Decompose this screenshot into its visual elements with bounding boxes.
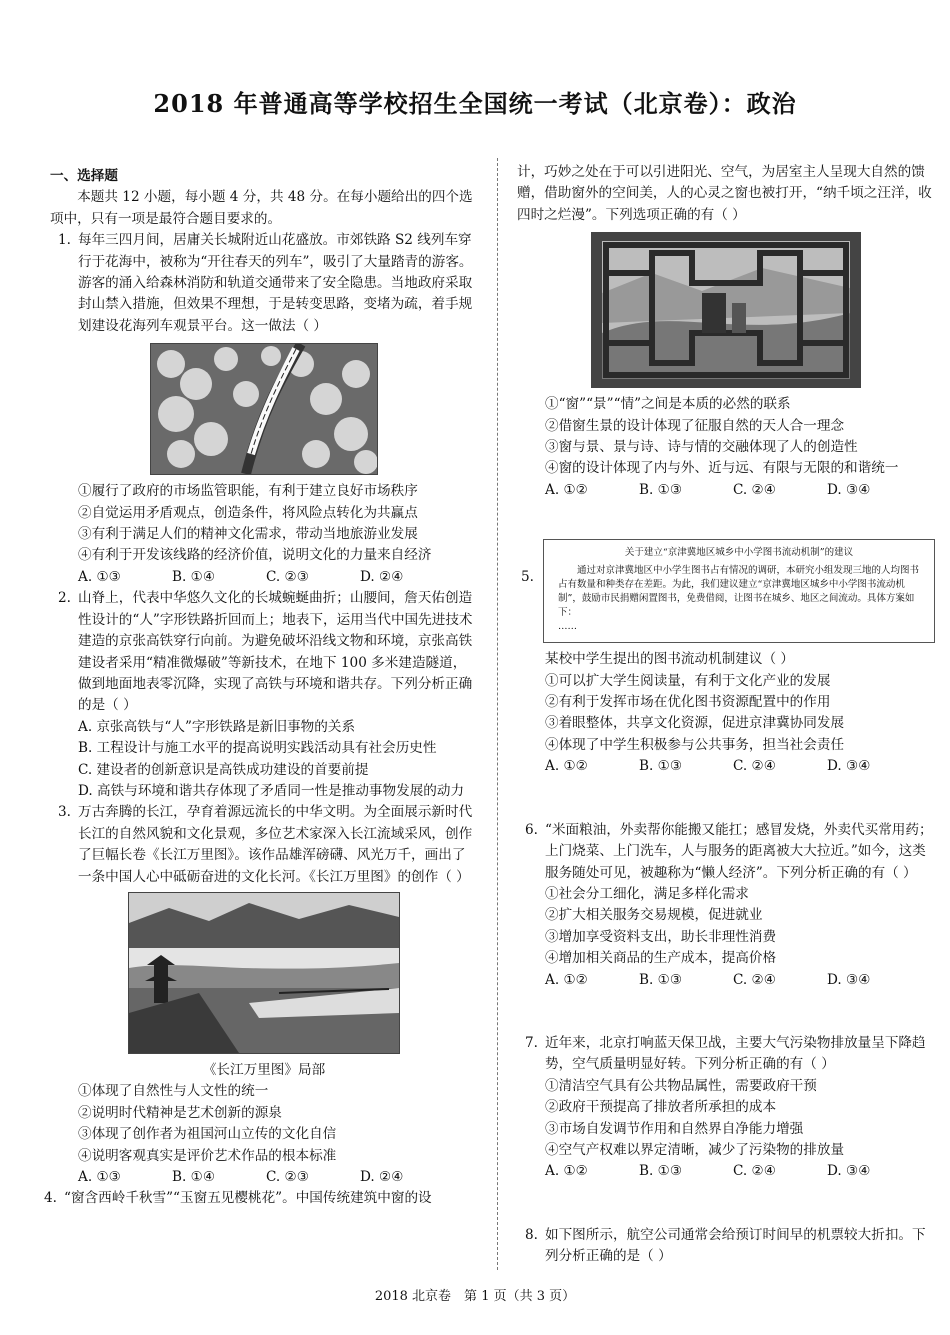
- q7-option-2: ②政府干预提高了排放者所承担的成本: [545, 1099, 777, 1116]
- choice-b: B. ①③: [639, 758, 683, 775]
- question-number: 3.: [58, 804, 71, 821]
- choice-d: D. ③④: [827, 758, 871, 775]
- question-stem: 如下图所示，航空公司通常会给预订时间早的机票较大折扣。下列分析正确的是（ ）: [545, 1226, 926, 1265]
- q1-option-1: ①履行了政府的市场监管职能，有利于建立良好市场秩序: [78, 483, 418, 500]
- choice-c: C. ②④: [733, 481, 776, 498]
- painting-caption: 《长江万里图》局部: [202, 1061, 326, 1078]
- q3-option-4: ④说明客观真实是评价艺术作品的根本标准: [78, 1147, 337, 1164]
- choice-a: A. ①②: [545, 481, 588, 498]
- q4-choices: [517, 480, 935, 501]
- q6-choices: [517, 970, 935, 991]
- question-stem: 万古奔腾的长江，孕育着源远流长的中华文明。为全面展示新时代长江的自然风貌和文化景观，多位艺术家深入长江流域采风，创作了巨幅长卷《长江万里图》。该作品雄浑磅礴、风光万千，画出了一条中国人心中砥砺奋进的文化长河。《长江万里图》的创作（ ）: [78, 804, 473, 885]
- choice-c: C. ②④: [733, 758, 776, 775]
- q5-choices: [517, 756, 935, 777]
- question-number: 8.: [525, 1226, 538, 1243]
- page-title: 2018 年普通高等学校招生全国统一考试（北京卷）：政治: [153, 89, 797, 118]
- card-body: 通过对京津冀地区中小学生图书占有情况的调研，本研究小组发现三地的人均图书占有数量和种类存在差距。为此，我们建议建立“京津冀地区城乡中小学图书流动机制”，鼓励市民捐赠闲置图书，免费借阅，让图书在城乡、地区之间流动。具体方案如下：: [558, 565, 920, 619]
- q7-option-3: ③市场自发调节作用和自然界自净能力增强: [545, 1120, 804, 1137]
- q2-option-b: B. 工程设计与施工水平的提高说明实践活动具有社会历史性: [78, 740, 437, 757]
- section-heading: 一、选择题: [50, 168, 118, 184]
- train-photo: [150, 343, 378, 475]
- painting-image: [128, 892, 400, 1054]
- question-number: 7.: [525, 1034, 538, 1051]
- q5-option-3: ③着眼整体，共享文化资源，促进京津冀协同发展: [545, 715, 845, 732]
- question-number: 5.: [521, 569, 534, 586]
- choice-c: C. ②③: [266, 1169, 309, 1185]
- question-number: 1.: [58, 232, 71, 249]
- choice-a: A. ①②: [545, 971, 588, 988]
- choice-c: C. ②③: [266, 568, 309, 585]
- q6-option-2: ②扩大相关服务交易规模，促进就业: [545, 907, 763, 924]
- q2-option-c: C. 建设者的创新意识是高铁成功建设的首要前提: [78, 761, 369, 778]
- q3-option-2: ②说明时代精神是艺术创新的源泉: [78, 1104, 282, 1121]
- choice-a: A. ①②: [545, 758, 588, 775]
- question-number: 6.: [525, 821, 538, 838]
- right-column: [517, 162, 935, 1268]
- left-column: [44, 166, 478, 1210]
- choice-b: B. ①④: [172, 1169, 216, 1185]
- q3-option-3: ③体现了创作者为祖国河山立传的文化自信: [78, 1126, 337, 1143]
- q1-option-3: ③有利于满足人们的精神文化需求，带动当地旅游业发展: [78, 526, 418, 543]
- question-8: [517, 1225, 935, 1268]
- q6-option-4: ④增加相关商品的生产成本，提高价格: [545, 950, 777, 967]
- question-5: [517, 539, 935, 643]
- q7-option-1: ①清洁空气具有公共物品属性，需要政府干预: [545, 1077, 817, 1094]
- q5-option-4: ④体现了中学生积极参与公共事务，担当社会责任: [545, 736, 845, 753]
- q7-option-4: ④空气产权难以界定清晰，减少了污染物的排放量: [545, 1141, 845, 1158]
- q4-option-2: ②借窗生景的设计体现了征服自然的天人合一理念: [545, 417, 845, 434]
- proposal-card: [543, 539, 935, 643]
- q6-option-3: ③增加享受资料支出，助长非理性消费: [545, 928, 777, 945]
- choice-b: B. ①④: [172, 568, 216, 585]
- q4-option-1: ①“窗”“景”“情”之间是本质的必然的联系: [545, 396, 791, 413]
- question-4: [44, 1188, 478, 1209]
- question-1: [50, 230, 478, 337]
- question-stem: 每年三四月间，居庸关长城附近山花盛放。市郊铁路 S2 线列车穿行于花海中，被称为“开往春天的列车”，吸引了大量踏青的游客。游客的涌入给森林消防和轨道交通带来了安全隐患。当地政府采取封山禁入措施，但效果不理想，于是转变思路，变堵为疏，着手规划建设花海列车观景平台。这一做法（ ）: [78, 232, 473, 334]
- choice-c: C. ②④: [733, 1163, 776, 1180]
- q5-option-2: ②有利于发挥市场在优化图书资源配置中的作用: [545, 694, 831, 711]
- q4-option-3: ③窗与景、景与诗、诗与情的交融体现了人的创造性: [545, 439, 858, 456]
- choice-b: B. ①③: [639, 481, 683, 498]
- question-stem: 近年来，北京打响蓝天保卫战，主要大气污染物排放量呈下降趋势，空气质量明显好转。下列分析正确的有（ ）: [545, 1034, 926, 1073]
- choice-d: D. ③④: [827, 481, 871, 498]
- choice-d: D. ③④: [827, 971, 871, 988]
- q1-option-4: ④有利于开发该线路的经济价值，说明文化的力量来自经济: [78, 547, 432, 564]
- page-footer: 2018 北京卷 第 1 页（共 3 页）: [374, 1289, 576, 1304]
- q3-option-1: ①体现了自然性与人文性的统一: [78, 1083, 269, 1100]
- card-title: 关于建立“京津冀地区城乡中小学图书流动机制”的建议: [624, 547, 854, 559]
- q2-option-d: D. 高铁与环境和谐共存体现了矛盾同一性是推动事物发展的动力: [78, 782, 465, 799]
- q5-stem: 某校中学生提出的图书流动机制建议（ ）: [545, 651, 795, 668]
- window-image: [591, 232, 861, 388]
- q6-option-1: ①社会分工细化，满足多样化需求: [545, 885, 749, 902]
- choice-a: A. ①③: [78, 1169, 121, 1185]
- question-3: [50, 802, 478, 888]
- choice-d: D. ②④: [360, 568, 404, 585]
- choice-a: A. ①②: [545, 1163, 588, 1180]
- question-2: [50, 588, 478, 716]
- choice-a: A. ①③: [78, 568, 121, 585]
- question-stem: 山脊上，代表中华悠久文化的长城蜿蜒曲折；山腰间，詹天佑创造性设计的“人”字形铁路折回而上；地表下，运用当代中国先进技术建造的京张高铁穿行向前。为避免破坏沿线文物和环境，京张高铁建设者采用“精准微爆破”等新技术，在地下 100 多米建造隧道，做到地面地表零沉降，实现了高铁与环境和谐共存。下列分析正确的是（ ）: [78, 590, 473, 714]
- q3-choices: [50, 1167, 478, 1188]
- choice-d: D. ③④: [827, 1163, 871, 1180]
- section-intro: 本题共 12 小题，每小题 4 分，共 48 分。在每小题给出的四个选项中，只有一项是最符合题目要求的。: [50, 189, 473, 227]
- q2-option-a: A. 京张高铁与“人”字形铁路是新旧事物的关系: [78, 718, 356, 735]
- q4-stem-continued: 计，巧妙之处在于可以引进阳光、空气，为居室主人呈现大自然的馈赠，借助窗外的空间美，人的心灵之窗也被打开，“纳千顷之汪洋，收四时之烂漫”。下列选项正确的有（ ）: [517, 164, 932, 223]
- choice-c: C. ②④: [733, 971, 776, 988]
- q4-option-4: ④窗的设计体现了内与外、近与远、有限与无限的和谐统一: [545, 460, 899, 477]
- question-number: 2.: [58, 590, 71, 607]
- q7-choices: [517, 1161, 935, 1182]
- question-stem: “米面粮油，外卖帮你能搬又能扛；感冒发烧，外卖代买常用药；上门烧菜、上门洗车，人与服务的距离被大大拉近。”如今，这类服务随处可见，被趣称为“懒人经济”。下列分析正确的有（ ）: [545, 821, 933, 881]
- column-divider: [497, 158, 498, 1270]
- question-6: [517, 820, 935, 884]
- choice-d: D. ②④: [360, 1169, 404, 1185]
- choice-b: B. ①③: [639, 1163, 683, 1180]
- question-7: [517, 1033, 935, 1076]
- q1-option-2: ②自觉运用矛盾观点，创造条件，将风险点转化为共赢点: [78, 504, 418, 521]
- card-ellipsis: ……: [558, 621, 577, 633]
- choice-b: B. ①③: [639, 971, 683, 988]
- question-stem-part1: “窗含西岭千秋雪”“玉窗五见樱桃花”。中国传统建筑中窗的设: [64, 1190, 432, 1207]
- q1-choices: [50, 567, 478, 588]
- q5-option-1: ①可以扩大学生阅读量，有利于文化产业的发展: [545, 672, 831, 689]
- question-number: 4.: [44, 1190, 57, 1207]
